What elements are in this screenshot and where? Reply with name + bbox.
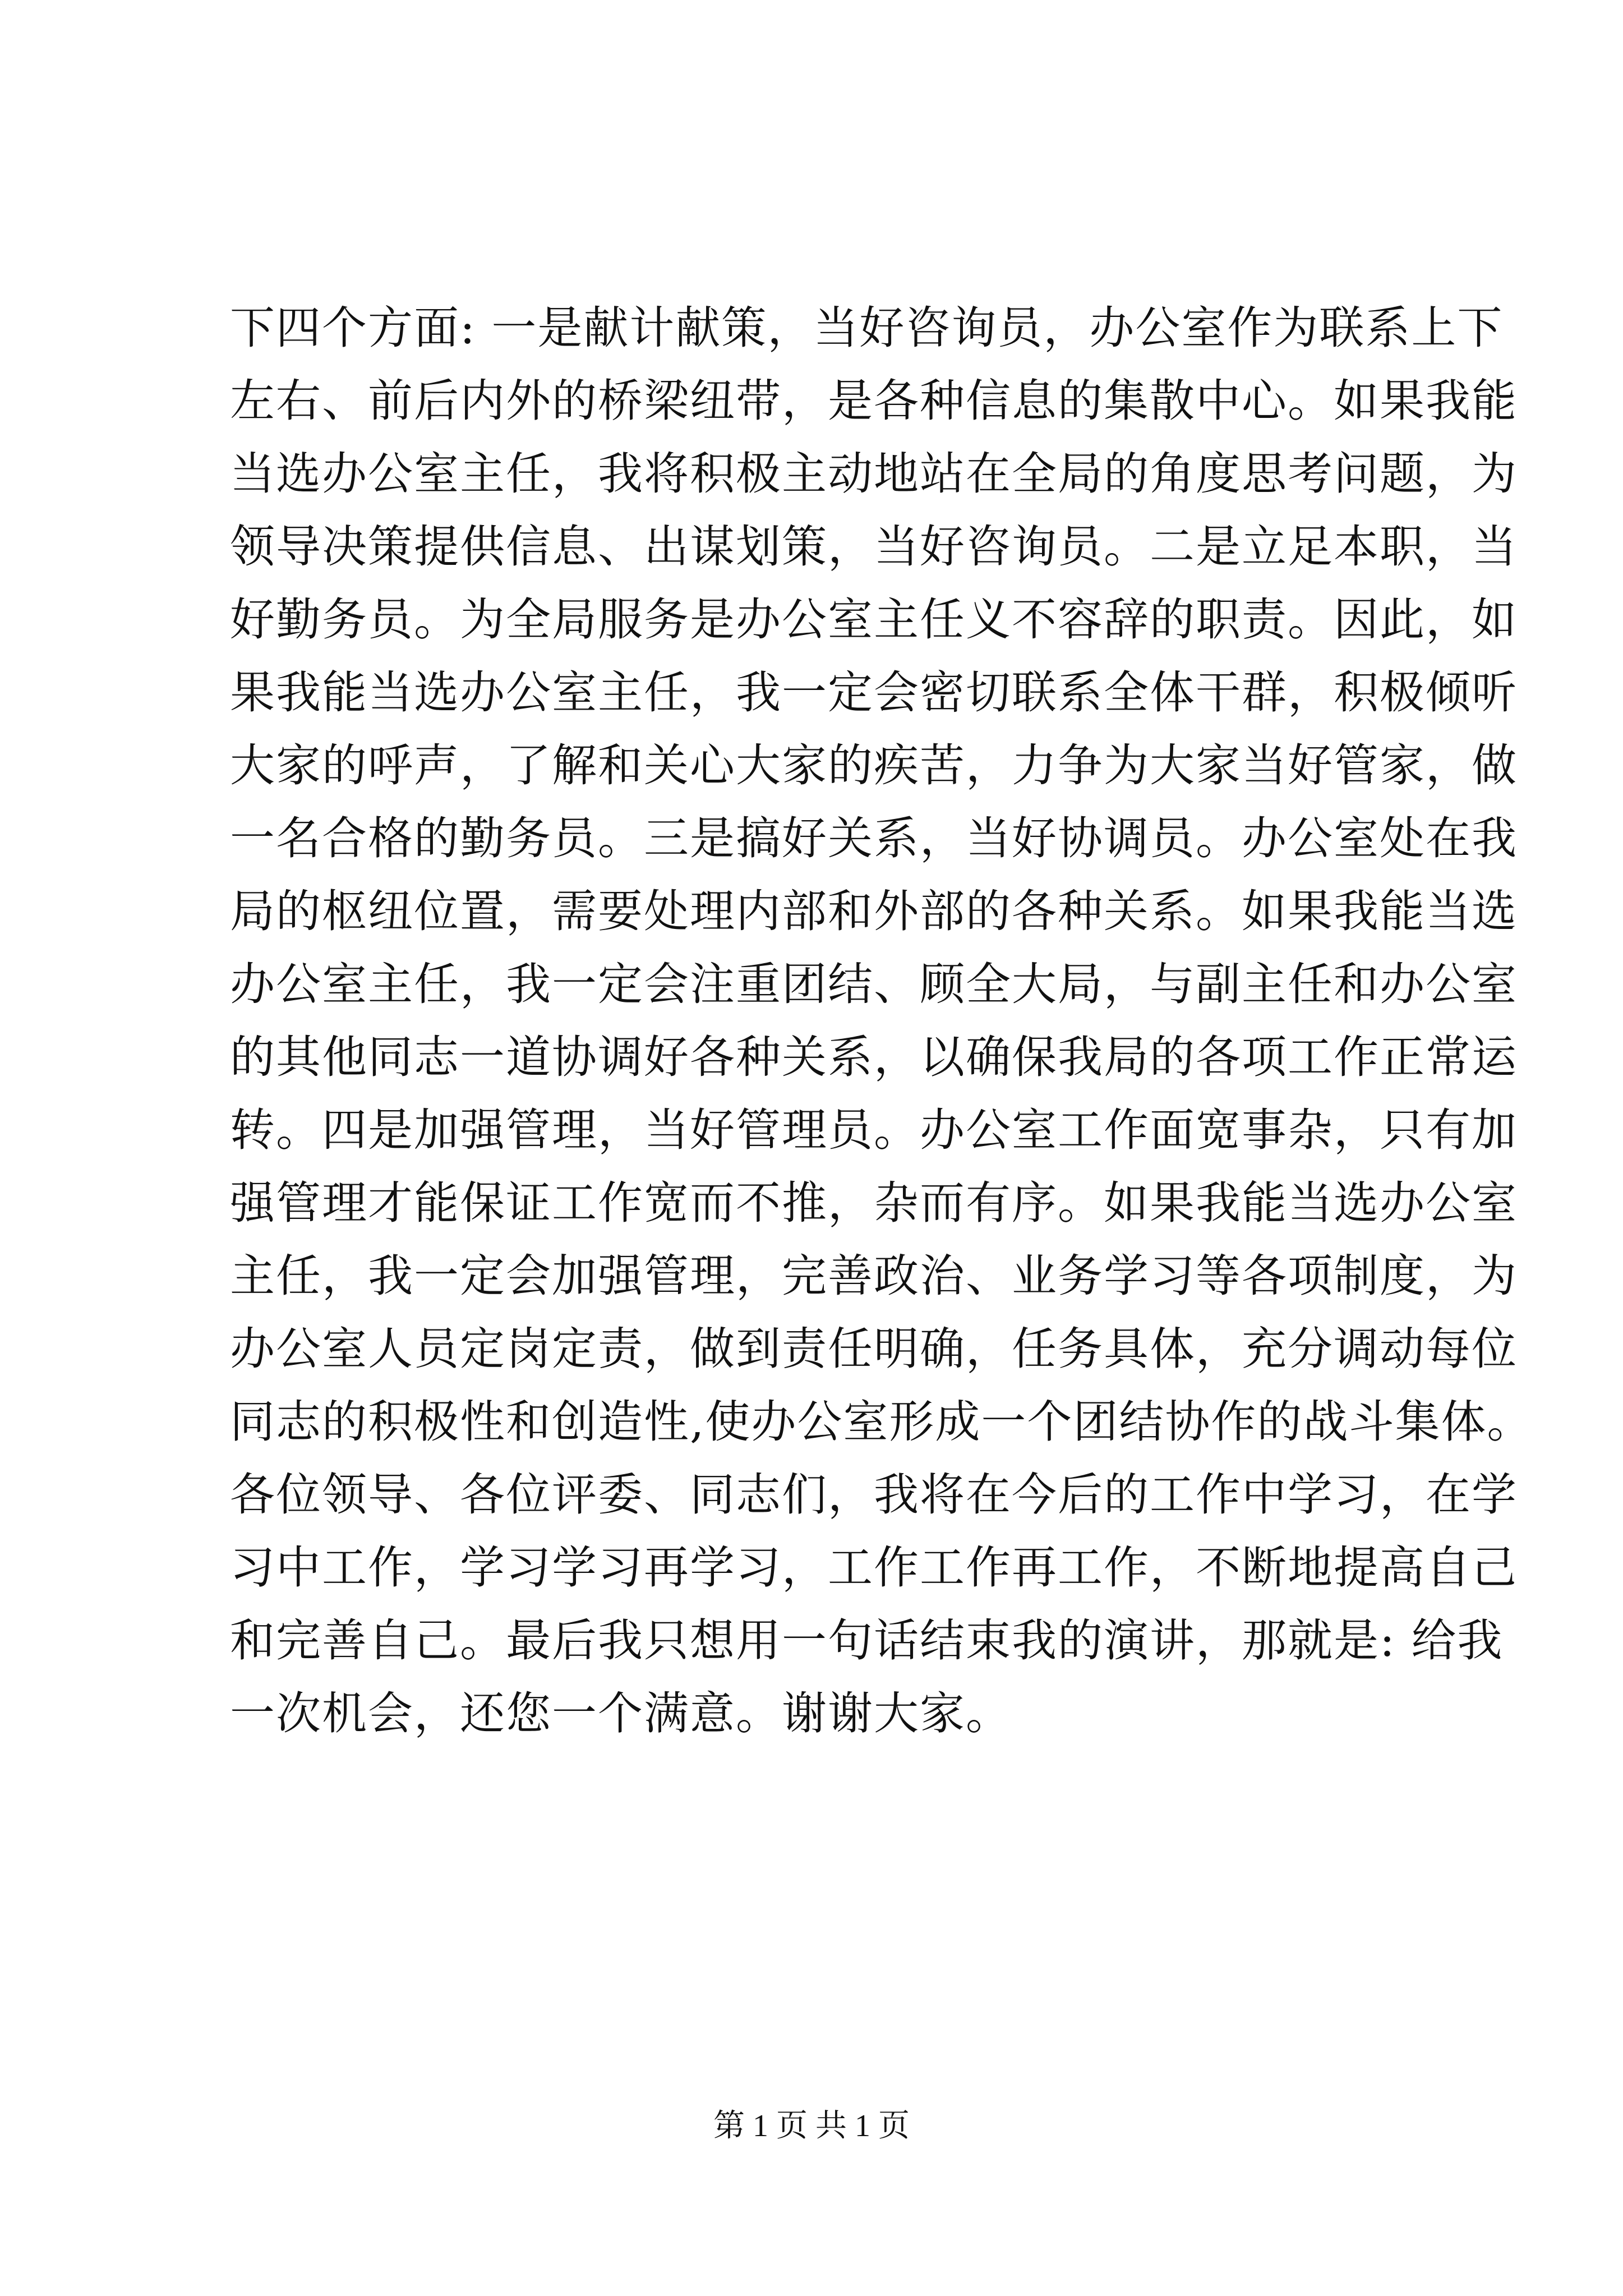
page-number-label: 第 1 页 共 1 页 — [713, 2109, 910, 2143]
text-line: 办公室人员定岗定责，做到责任明确，任务具体，充分调动每位 — [230, 1323, 1518, 1375]
text-line: 一次机会，还您一个满意。谢谢大家。 — [230, 1687, 1012, 1740]
text-line: 习中工作，学习学习再学习，工作工作再工作，不断地提高自己 — [230, 1542, 1518, 1594]
text-line: 当选办公室主任，我将积极主动地站在全局的角度思考问题，为 — [230, 448, 1518, 500]
page-footer — [0, 2106, 1623, 2146]
text-line: 强管理才能保证工作宽而不推，杂而有序。如果我能当选办公室 — [230, 1177, 1518, 1229]
text-line: 转。四是加强管理，当好管理员。办公室工作面宽事杂，只有加 — [230, 1104, 1518, 1156]
text-line: 领导决策提供信息、出谋划策，当好咨询员。二是立足本职，当 — [230, 521, 1518, 573]
text-line: 果我能当选办公室主任，我一定会密切联系全体干群，积极倾听 — [230, 666, 1518, 719]
text-line: 大家的呼声，了解和关心大家的疾苦，力争为大家当好管家，做 — [230, 739, 1518, 792]
text-line: 好勤务员。为全局服务是办公室主任义不容辞的职责。因此，如 — [230, 593, 1518, 646]
text-line: 各位领导、各位评委、同志们，我将在今后的工作中学习，在学 — [230, 1469, 1518, 1521]
text-line: 和完善自己。最后我只想用一句话结束我的演讲，那就是: 给我 — [230, 1614, 1504, 1667]
text-line: 同志的积极性和创造性,使办公室形成一个团结协作的战斗集体。 — [230, 1396, 1533, 1448]
text-line: 主任，我一定会加强管理，完善政治、业务学习等各项制度，为 — [230, 1250, 1518, 1302]
body-text — [230, 292, 1533, 1750]
text-line: 局的枢纽位置，需要处理内部和外部的各种关系。如果我能当选 — [230, 885, 1518, 937]
text-line: 下四个方面: 一是献计献策，当好咨询员，办公室作为联系上下 — [230, 302, 1504, 354]
text-line: 的其他同志一道协调好各种关系，以确保我局的各项工作正常运 — [230, 1031, 1518, 1083]
text-line: 左右、前后内外的桥梁纽带，是各种信息的集散中心。如果我能 — [230, 375, 1518, 427]
text-line: 一名合格的勤务员。三是搞好关系，当好协调员。办公室处在我 — [230, 812, 1518, 864]
text-line: 办公室主任，我一定会注重团结、顾全大局，与副主任和办公室 — [230, 958, 1518, 1010]
